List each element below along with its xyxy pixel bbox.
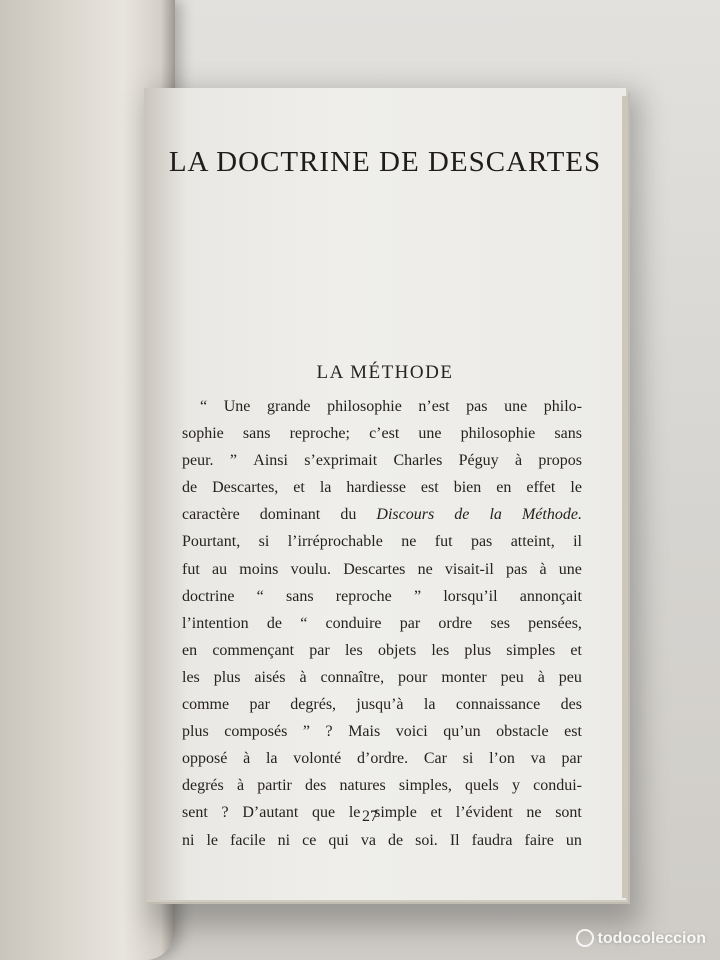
text-line: doctrine “ sans reproche ” lorsqu’il annonçait	[182, 587, 582, 605]
page-edge	[622, 96, 628, 898]
text-line: ni le facile ni ce qui va de soi. Il faudra faire un	[182, 831, 582, 849]
text-line: degrés à partir des natures simples, quels y condui-	[182, 777, 582, 795]
text-line: caractère dominant du Discours de la Méthode.	[182, 506, 582, 524]
text-line: sent ? D’autant que le simple et l’évident ne sont	[182, 804, 582, 822]
watermark	[576, 929, 706, 948]
text-line: opposé à la volonté d’ordre. Car si l’on va par	[182, 750, 582, 768]
text-line: fut au moins voulu. Descartes ne visait-il pas à une	[182, 560, 582, 578]
section-title: LA MÉTHODE	[316, 362, 454, 383]
text-line: comme par degrés, jusqu’à la connaissance des	[182, 696, 582, 714]
text-line: les plus aisés à connaître, pour monter peu à peu	[182, 668, 582, 686]
text-line: en commençant par les objets les plus simples et	[182, 641, 582, 659]
text-line: “ Une grande philosophie n’est pas une philo-	[200, 398, 582, 415]
text-line: Pourtant, si l’irréprochable ne fut pas atteint, il	[182, 533, 582, 551]
text-line: peur. ” Ainsi s’exprimait Charles Péguy à propos	[182, 452, 582, 470]
watermark-text: todocoleccion	[597, 930, 706, 947]
page-number: 27	[362, 808, 378, 825]
text-line: sophie sans reproche; c’est une philosophie sans	[182, 425, 582, 443]
chapter-title: LA DOCTRINE DE DESCARTES	[168, 146, 602, 178]
text-line: de Descartes, et la hardiesse est bien en effet le	[182, 479, 582, 497]
text-line: plus composés ” ? Mais voici qu’un obstacle est	[182, 723, 582, 741]
watermark-logo-icon	[576, 929, 594, 947]
text-line: l’intention de “ conduire par ordre ses pensées,	[182, 614, 582, 632]
body-text	[182, 393, 582, 854]
